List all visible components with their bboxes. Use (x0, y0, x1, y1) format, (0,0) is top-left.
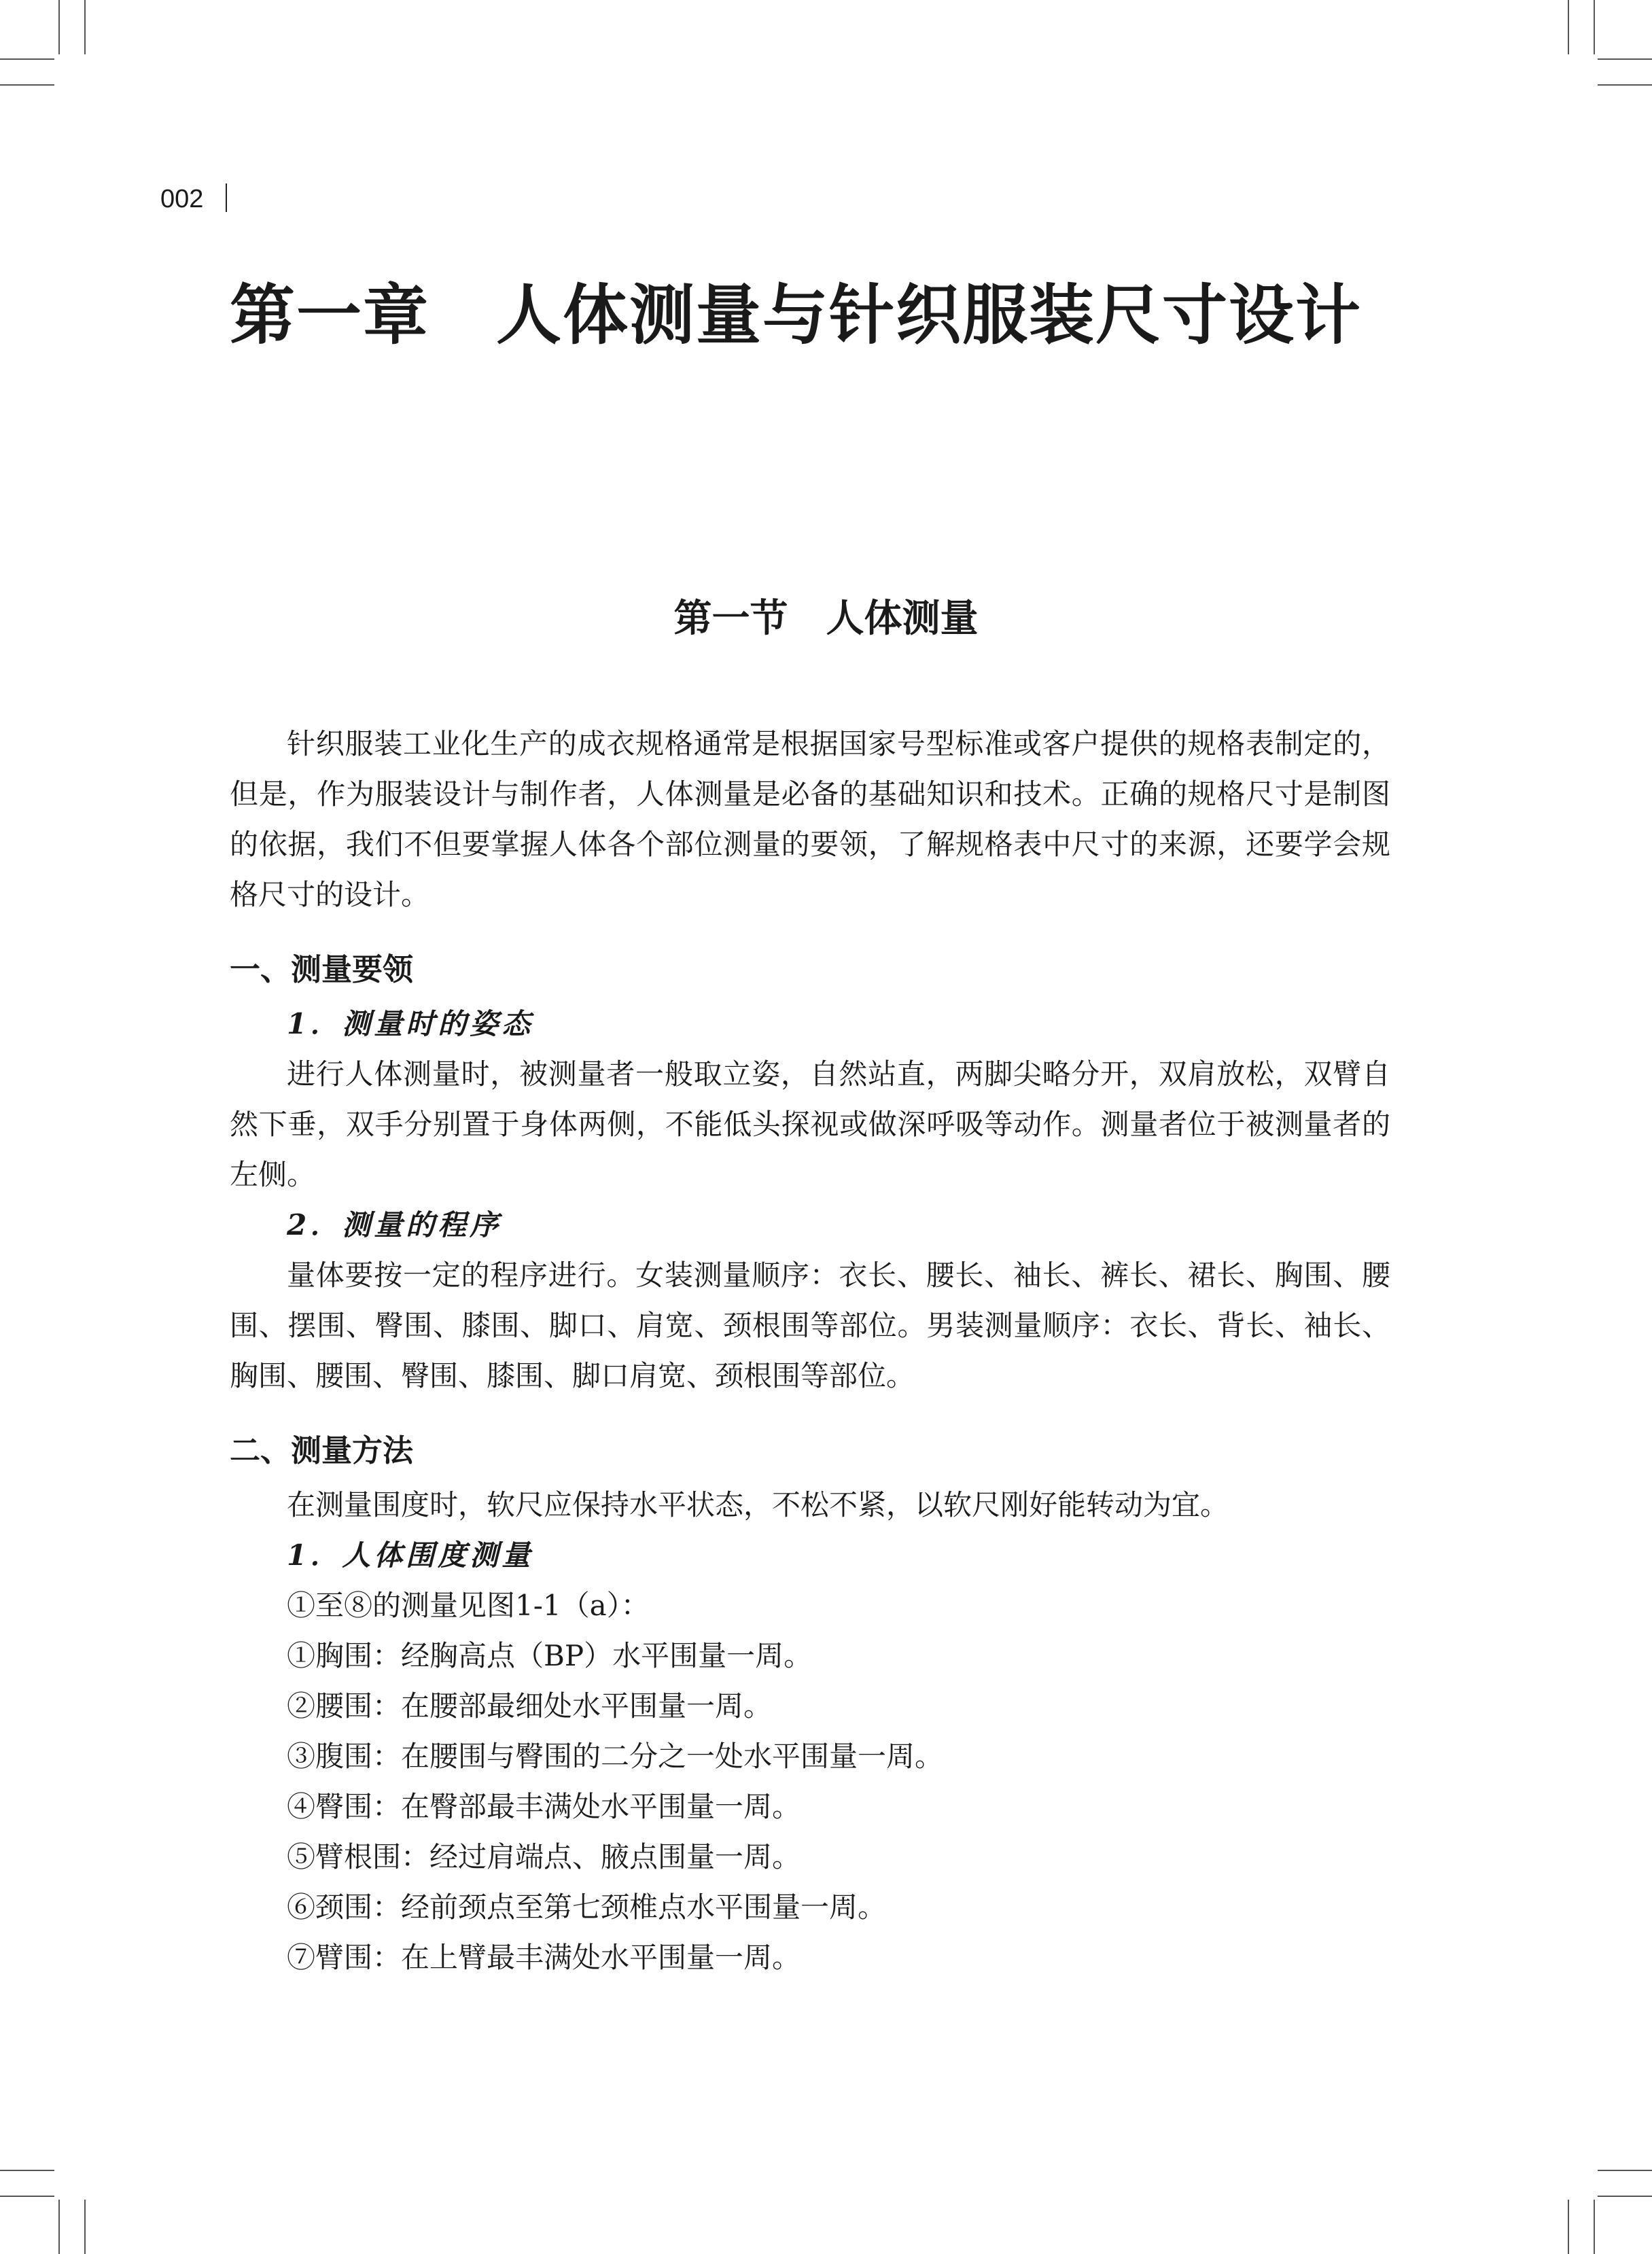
crop-mark (1568, 0, 1569, 54)
subheading-posture: 1．测量时的姿态 (287, 1007, 534, 1040)
list-item: ①胸围：经胸高点（BP）水平围量一周。 (287, 1639, 813, 1672)
methods-intro-paragraph: 在测量围度时，软尺应保持水平状态，不松不紧，以软尺刚好能转动为宜。 (287, 1488, 1229, 1521)
subheading-girth-measurement: 1．人体围度测量 (287, 1538, 534, 1572)
crop-mark (1598, 84, 1652, 86)
subheading-procedure: 2．测量的程序 (287, 1208, 502, 1242)
section-title: 第一节 人体测量 (673, 597, 979, 641)
crop-mark (1594, 0, 1595, 54)
crop-mark (1598, 2170, 1652, 2171)
list-item: ④臀围：在臀部最丰满处水平围量一周。 (287, 1790, 801, 1823)
posture-paragraph: 进行人体测量时，被测量者一般取立姿，自然站直，两脚尖略分开，双肩放松，双臂自然下垂，双手分别置于身体两侧，不能低头探视或做深呼吸等动作。测量者位于被测量者的左侧。 (230, 1057, 1390, 1191)
crop-mark (1598, 2196, 1652, 2197)
crop-mark (0, 2170, 54, 2171)
crop-mark (0, 58, 54, 60)
intro-paragraph: 针织服装工业化生产的成衣规格通常是根据国家号型标准或客户提供的规格表制定的，但是，作为服装设计与制作者，人体测量是必备的基础知识和技术。正确的规格尺寸是制图的依据，我们不但要掌握人体各个部位测量的要领，了解规格表中尺寸的来源，还要学会规格尺寸的设计。 (230, 727, 1390, 911)
heading-measurement-essentials: 一、测量要领 (230, 951, 414, 987)
crop-mark (58, 0, 60, 54)
crop-mark (1568, 2200, 1569, 2254)
list-item: ②腰围：在腰部最细处水平围量一周。 (287, 1689, 773, 1723)
crop-mark (84, 2200, 86, 2254)
crop-mark (1598, 58, 1652, 60)
body-text (230, 719, 1390, 1983)
figure-reference: ①至⑧的测量见图1-1（a）： (287, 1589, 650, 1622)
list-item: ⑤臂根围：经过肩端点、腋点围量一周。 (287, 1840, 801, 1873)
list-item: ③腹围：在腰围与臀围的二分之一处水平围量一周。 (287, 1740, 944, 1773)
list-item: ⑦臂围：在上臂最丰满处水平围量一周。 (287, 1941, 801, 1974)
crop-mark (58, 2200, 60, 2254)
heading-measurement-methods: 二、测量方法 (230, 1432, 414, 1468)
crop-mark (1594, 2200, 1595, 2254)
crop-mark (0, 84, 54, 86)
page-number-divider (226, 183, 227, 212)
chapter-title: 第一章 人体测量与针织服装尺寸设计 (230, 277, 1362, 353)
procedure-paragraph: 量体要按一定的程序进行。女装测量顺序：衣长、腰长、袖长、裤长、裙长、胸围、腰围、摆围、臀围、膝围、脚口、肩宽、颈根围等部位。男装测量顺序：衣长、背长、袖长、胸围、腰围、臀围、膝围、脚口肩宽、颈根围等部位。 (230, 1258, 1390, 1392)
crop-mark (84, 0, 86, 54)
list-item: ⑥颈围：经前颈点至第七颈椎点水平围量一周。 (287, 1890, 887, 1924)
page-number: 002 (160, 185, 204, 213)
crop-mark (0, 2196, 54, 2197)
